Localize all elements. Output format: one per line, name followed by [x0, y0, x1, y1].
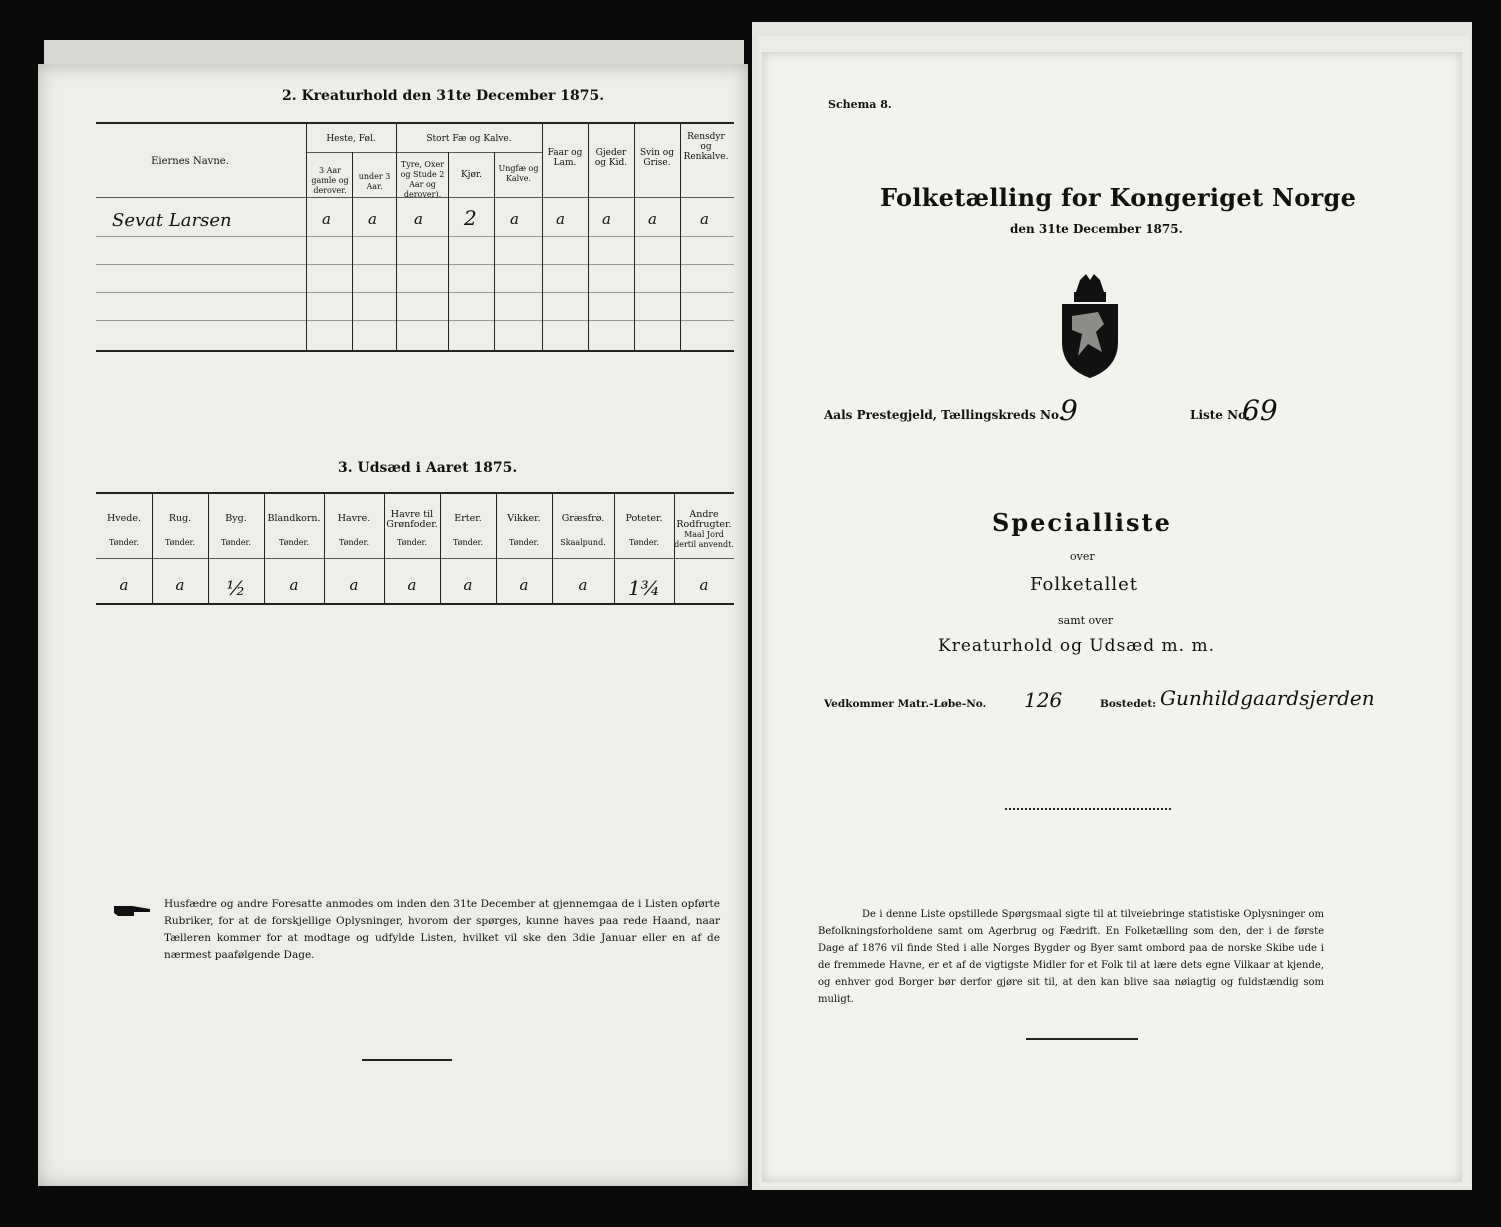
crop-name: Havre.: [337, 513, 371, 524]
crop-value: a: [699, 576, 709, 594]
value-cattle-cows: 2: [464, 206, 477, 230]
schema-label: Schema 8.: [828, 98, 892, 111]
crop-value: a: [463, 576, 473, 594]
pointing-hand-icon: [112, 902, 152, 916]
crop-value: a: [289, 576, 299, 594]
kreaturhold-heading: Kreaturhold og Udsæd m. m.: [938, 636, 1216, 656]
value-reindeer: a: [700, 210, 709, 228]
left-closing-rule: [362, 1059, 452, 1061]
table3-top-rule: [96, 492, 734, 494]
header-horses-under3: under 3 Aar.: [358, 172, 391, 191]
separator-rule: [1005, 808, 1171, 810]
table2-col-rule: [448, 152, 449, 350]
table2-top-rule: [96, 122, 734, 124]
notice-text: Husfædre og andre Foresatte anmodes om inden den 31te December at gjennemgaa de i Listen opførte Rubriker, for at de forskjellige Oplysninger, hvorom der spørges, kunne haves paa rede Haand, naar Tælleren kommer for at modtage og udfylde Listen, hvilket vil ske den 3die Januar eller en af de nærmest paafølgende Dage.: [164, 898, 720, 961]
crop-name: Poteter.: [625, 513, 663, 524]
header-cattle-bulls: Tyre, Oxer og Stude 2 Aar og derover).: [400, 160, 445, 199]
table2-subheader-rule: [396, 152, 542, 153]
norwegian-coat-of-arms-icon: [1058, 272, 1122, 382]
crop-name: Blandkorn.: [267, 513, 321, 524]
crop-value: 1¾: [627, 576, 661, 600]
crop-unit: Tønder.: [628, 538, 660, 547]
main-title: Folketælling for Kongeriget Norge: [880, 183, 1357, 212]
census-date: den 31te December 1875.: [1010, 222, 1183, 236]
value-pigs: a: [648, 210, 657, 228]
crop-value: a: [175, 576, 185, 594]
value-cattle-young: a: [510, 210, 519, 228]
table2-row-rule: [96, 320, 734, 321]
crop-value: a: [119, 576, 129, 594]
matr-label: Vedkommer Matr.-Løbe-No.: [824, 698, 987, 710]
crop-unit: Tønder.: [396, 538, 428, 547]
crop-unit: Tønder.: [278, 538, 310, 547]
value-goats: a: [602, 210, 611, 228]
crop-name: Græsfrø.: [561, 513, 605, 524]
kreds-number: 9: [1060, 394, 1078, 427]
table2-col-rule: [396, 122, 397, 350]
intro-paragraph: De i denne Liste opstillede Spørgsmaal sigte til at tilveiebringe statistiske Oplysninger om Befolkningsforholdene samt om Agerbrug og Fædrift. En Folketælling som den, der i de første Dage af 1876 vil finde Sted i alle Norges Bygder og Byer samt ombord paa de norske Skibe ude i de fremmede Havne, er et af de vigtigste Midler for et Folk til at lære dets egne Vilkaar at kjende, og enhver god Borger bør derfor gjøre sit til, at den kan blive saa nøiagtig og fuldstændig som muligt.: [818, 909, 1324, 1005]
crop-name: Vikker.: [507, 513, 541, 524]
crop-unit: Tønder.: [338, 538, 370, 547]
crop-value: a: [407, 576, 417, 594]
crop-unit: Maal Jord dertil anvendt.: [674, 530, 734, 549]
section2-title: 2. Kreaturhold den 31te December 1875.: [282, 88, 605, 104]
crop-value: a: [349, 576, 359, 594]
crop-value: a: [519, 576, 529, 594]
header-horses: Heste, Føl.: [326, 134, 376, 144]
left-page: [38, 64, 748, 1186]
crop-unit: Skaalpund.: [560, 538, 606, 547]
liste-number: 69: [1242, 394, 1278, 427]
crop-name: Hvede.: [107, 513, 141, 524]
crop-unit: Tønder.: [508, 538, 540, 547]
header-reindeer: Rensdyr og Renkalve.: [683, 132, 729, 162]
value-horses-3plus: a: [322, 210, 331, 228]
table2-row-rule: [96, 292, 734, 293]
crop-unit: Tønder.: [452, 538, 484, 547]
crop-unit: Tønder.: [108, 538, 140, 547]
crop-name: Byg.: [225, 513, 247, 524]
header-horses-3plus: 3 Aar gamle og derover.: [311, 166, 349, 195]
table2-bottom-rule: [96, 350, 734, 352]
header-sheep: Faar og Lam.: [547, 148, 583, 168]
specialliste-heading: Specialliste: [992, 508, 1172, 537]
table2-subheader-rule: [306, 152, 396, 153]
table2-col-rule: [588, 122, 589, 350]
table2-col-rule: [680, 122, 681, 350]
owner-name: Sevat Larsen: [112, 210, 232, 231]
table3-bottom-rule: [96, 603, 734, 605]
liste-label: Liste No.: [1190, 408, 1251, 422]
header-goats: Gjeder og Kid.: [594, 148, 628, 168]
header-pigs: Svin og Grise.: [640, 148, 674, 168]
value-sheep: a: [556, 210, 565, 228]
right-closing-rule: [1026, 1038, 1138, 1040]
table2-col-rule: [634, 122, 635, 350]
value-horses-under3: a: [368, 210, 377, 228]
folketallet-heading: Folketallet: [1030, 574, 1139, 595]
table2-col-rule: [542, 122, 543, 350]
samt-over-label: samt over: [1058, 614, 1114, 627]
header-cattle: Stort Fæ og Kalve.: [426, 134, 512, 144]
matr-number: 126: [1024, 688, 1063, 712]
header-cattle-young: Ungfæ og Kalve.: [498, 164, 539, 183]
value-cattle-bulls: a: [414, 210, 423, 228]
table3-header-rule: [96, 558, 734, 559]
crop-unit: Tønder.: [220, 538, 252, 547]
crop-value: ½: [226, 576, 246, 600]
table2-col-rule: [306, 122, 307, 350]
bostedet-value: Gunhildgaardsjerden: [1160, 686, 1375, 710]
table2-row-rule: [96, 264, 734, 265]
crop-name: Andre Rodfrugter.: [676, 509, 732, 530]
crop-name: Rug.: [168, 513, 192, 524]
crop-name: Erter.: [454, 513, 482, 524]
crop-name: Havre til Grønfoder.: [386, 509, 438, 530]
crop-unit: Tønder.: [164, 538, 196, 547]
header-owner: Eiernes Navne.: [151, 156, 229, 167]
table2-row-rule: [96, 236, 734, 237]
header-cattle-cows: Kjør.: [460, 170, 483, 180]
section3-title: 3. Udsæd i Aaret 1875.: [338, 460, 518, 476]
bostedet-label: Bostedet:: [1100, 698, 1157, 710]
over-label: over: [1070, 550, 1095, 563]
prestegjeld-label: Aals Prestegjeld, Tællingskreds No.: [824, 408, 1063, 422]
crop-value: a: [578, 576, 588, 594]
